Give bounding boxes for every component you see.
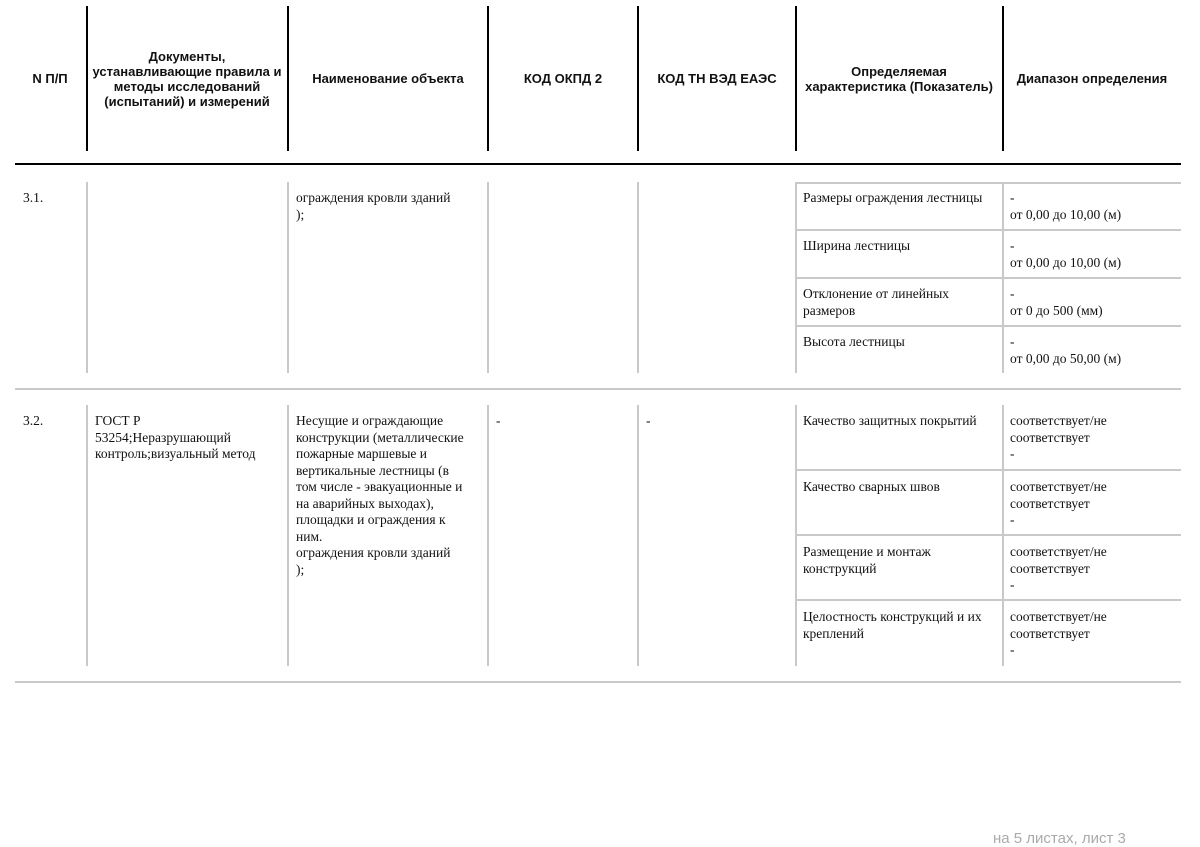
characteristic-range: соответствует/не соответствует - — [1010, 609, 1107, 657]
characteristic-range: - от 0,00 до 10,00 (м) — [1010, 238, 1122, 270]
row-3-2-okpd: - — [496, 413, 501, 428]
characteristic-name: Качество защитных покрытий — [803, 413, 977, 428]
characteristic-name: Размещение и монтаж конструкций — [803, 544, 931, 576]
row-3-2-documents: ГОСТ Р 53254;Неразрушающий контроль;визуальный метод — [95, 413, 256, 461]
characteristic-name: Отклонение от линейных размеров — [803, 286, 950, 318]
sub-row-line — [795, 599, 1181, 601]
characteristic-range: соответствует/не соответствует - — [1010, 544, 1107, 592]
row-3-1-divider — [637, 182, 639, 373]
row-3-1-divider — [487, 182, 489, 373]
characteristic-range: - от 0,00 до 10,00 (м) — [1010, 190, 1122, 222]
header-object: Наименование объекта — [312, 71, 464, 86]
characteristic-range: - от 0,00 до 50,00 (м) — [1010, 334, 1122, 366]
header-range: Диапазон определения — [1016, 71, 1168, 86]
characteristic-range: - от 0 до 500 (мм) — [1010, 286, 1103, 318]
characteristic-name: Качество сварных швов — [803, 479, 940, 494]
row-3-2-tnved: - — [646, 413, 651, 428]
sub-row-line — [795, 534, 1181, 536]
characteristic-name: Размеры ограждения лестницы — [803, 190, 983, 205]
header-divider — [86, 6, 88, 151]
header-number: N П/П — [32, 71, 68, 86]
header-divider — [795, 6, 797, 151]
header-bottom-rule — [15, 163, 1181, 165]
row-3-2-number: 3.2. — [23, 413, 44, 428]
header-okpd: КОД ОКПД 2 — [523, 71, 603, 86]
row-3-2-divider — [86, 405, 88, 666]
header-characteristic: Определяемая характеристика (Показатель) — [805, 63, 993, 94]
characteristic-name: Целостность конструкций и их креплений — [803, 609, 982, 641]
row-3-2-object: Несущие и ограждающие конструкции (металлические пожарные маршевые и вертикальные лестницы (в том числе - эвакуационные и на аварийных выходах), площадки и ограждения к ним. ограждения кровли зданий ); — [296, 413, 464, 577]
header-divider — [287, 6, 289, 151]
row-3-1-divider — [287, 182, 289, 373]
row-3-2-divider — [637, 405, 639, 666]
sub-row-line — [795, 229, 1181, 231]
row-3-2-divider — [487, 405, 489, 666]
row-3-1-object: ограждения кровли зданий ); — [296, 190, 451, 222]
row-separator — [15, 681, 1181, 683]
row-separator — [15, 388, 1181, 390]
row-3-1-divider — [86, 182, 88, 373]
header-documents: Документы, устанавливающие правила и методы исследований (испытаний) и измерений — [92, 48, 282, 109]
sub-row-line — [795, 469, 1181, 471]
sub-row-line — [795, 182, 1181, 184]
sub-row-line — [795, 325, 1181, 327]
page-counter: на 5 листах, лист 3 — [993, 830, 1126, 847]
header-divider — [487, 6, 489, 151]
row-3-1-number: 3.1. — [23, 190, 44, 205]
row-3-2-divider — [287, 405, 289, 666]
characteristic-name: Ширина лестницы — [803, 238, 911, 253]
characteristic-range: соответствует/не соответствует - — [1010, 479, 1107, 527]
header-tnved: КОД ТН ВЭД ЕАЭС — [657, 71, 777, 86]
header-divider — [1002, 6, 1004, 151]
characteristic-name: Высота лестницы — [803, 334, 905, 349]
sub-row-line — [795, 277, 1181, 279]
characteristic-range: соответствует/не соответствует - — [1010, 413, 1107, 461]
header-divider — [637, 6, 639, 151]
